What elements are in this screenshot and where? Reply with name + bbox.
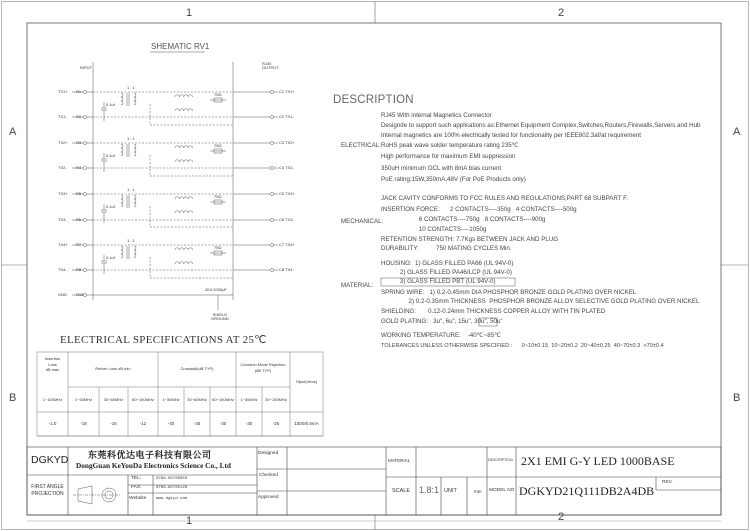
coil-winding	[121, 246, 123, 258]
spec-subheader: 30~60MHz	[187, 397, 207, 402]
row-label-left-a: A	[9, 126, 17, 138]
spec-subheader: 1~30MHz	[162, 397, 180, 402]
left-pin-number: R3	[76, 140, 82, 145]
left-pin-label: TX3+	[58, 191, 68, 196]
input-label: INPUT	[80, 65, 92, 70]
left-pin-number: R8	[76, 267, 82, 272]
left-pin-number: R10	[76, 292, 84, 297]
coil-winding	[134, 195, 136, 207]
spec-subheader: 1~30MHz	[74, 397, 93, 402]
coil-winding	[134, 144, 136, 156]
spec-value: -30	[245, 421, 253, 426]
specs-title: ELECTRICAL SPECIFICATIONS AT 25℃	[60, 334, 267, 346]
right-pin-label: C2 TX1-	[279, 114, 294, 119]
website-value: www.dgkyd.com	[156, 497, 188, 501]
tel-value: 0769-85705650	[156, 477, 188, 481]
right-pin-label: C4 TX2-	[279, 165, 294, 170]
col-label-top-1: 1	[186, 7, 193, 19]
right-pin-label: C8 TX4-	[279, 267, 294, 272]
right-pin-label: C1 TX1+	[279, 89, 295, 94]
scale-value: 1.8:1	[419, 485, 440, 495]
designed-label: Designed	[258, 451, 279, 456]
left-pin-label: TX1+	[58, 89, 68, 94]
spec-header-crosstalk: Crosstalk(dB TYP)	[180, 366, 214, 371]
left-pin-label: TX2+	[58, 140, 68, 145]
spec-value: -12	[139, 421, 147, 426]
fax-label: FAX:	[131, 485, 142, 490]
coil-winding	[134, 246, 136, 258]
transformer-coils	[101, 93, 233, 278]
desc-line-1: RJ45 With internal Magnetics Connector	[381, 112, 492, 119]
spec-header-insertion: Insertion Loss dB max	[44, 356, 61, 373]
working-temp: WORKING TEMPERATURE: -40℃~85℃	[381, 332, 502, 339]
spec-value: -35	[193, 421, 201, 426]
right-pin-label: C3 TX2+	[279, 140, 295, 145]
res-label: 75Ω	[214, 143, 222, 148]
coil-winding	[175, 95, 193, 97]
electrical-line-2: High performance for maximum EMI suppression	[381, 153, 516, 160]
spec-header-return: Return Loss dB min	[95, 366, 131, 371]
coil-winding	[175, 160, 193, 162]
description-value: 2X1 EMI G-Y LED 1000BASE	[521, 454, 675, 468]
coil-winding	[175, 146, 193, 148]
scale-label: SCALE	[392, 488, 411, 494]
company-name-cn: 东莞科优达电子科技有限公司	[88, 450, 212, 460]
material-field-label: MATERIAL	[388, 458, 411, 463]
electrical-line-1: RoHS peak wave solder temperature rating 235℃	[381, 142, 519, 149]
coil-winding	[121, 93, 123, 105]
left-pin-label: TX4-	[58, 267, 67, 272]
mechanical-label: MECHANICAL:	[341, 218, 384, 225]
turns-ratio: 1 : 1	[127, 238, 135, 243]
mech-line-3: 6 CONTACTS----750g 8 CONTACTS----900g	[381, 216, 546, 223]
mat-line-2: 2) GLASS FILLED PA46/LCP (UL 94V-0)	[381, 269, 512, 276]
mech-line-4: 10 CONTACTS----1050g	[381, 226, 487, 233]
electrical-line-4: PoE rating:15W,350mA,48V (For PoE Products only)	[381, 176, 526, 183]
desc-line-3: Internal magnetics are 100% electrically tested for functionality per IEEE802.3af/at requirement	[381, 132, 642, 139]
spec-subheader: 30~60MHz	[103, 397, 124, 402]
mech-line-1: JACK CAVITY CONFORMS TO FCC RULES AND REGULATIONS,PART 68 SUBPART F.	[381, 195, 628, 202]
coil-winding	[175, 248, 193, 250]
shield-ground-label: SHIELD GROUND	[211, 312, 229, 321]
projection-symbol	[73, 486, 121, 504]
row-label-right-b: B	[733, 392, 741, 404]
spec-value: -1.0	[48, 421, 57, 426]
description-field-label: DESCRIPTION	[488, 458, 513, 462]
spec-subheader: 1~30MHz	[240, 397, 258, 402]
res-label: 75Ω	[214, 245, 222, 250]
left-pin-label: TX1-	[58, 114, 67, 119]
cap-label: 0.1uf	[106, 204, 115, 209]
mech-line-6: DURABILITY: 750 MATING CYCLES Min.	[381, 245, 512, 252]
mat-line-3: 3) GLASS FILLED PBT (UL 94V-0)	[381, 278, 496, 285]
cap-label: 0.1uf	[106, 255, 115, 260]
left-pin-label: TX4+	[58, 242, 68, 247]
spec-subheader: 60~100MHz	[132, 397, 154, 402]
schematic-lines	[72, 52, 278, 310]
model-value: DGKYD21Q111DB2A4DB	[519, 484, 655, 498]
coil-winding	[121, 195, 123, 207]
right-pin-label: C6 TX3-	[279, 217, 294, 222]
cap-label: 0.1uf	[106, 102, 115, 107]
coil-winding	[121, 144, 123, 156]
electrical-label: ELECTRICAL:	[341, 142, 381, 149]
coil-winding	[134, 93, 136, 105]
spec-value: 1500/0.5mA	[294, 421, 319, 426]
first-angle-projection: FIRST ANGLE PROJECTION	[31, 484, 64, 497]
schematic-title: SHEMATIC RV1	[151, 42, 210, 51]
left-pin-number: R2	[76, 114, 82, 119]
left-pin-number: R1	[76, 89, 82, 94]
mech-line-2: INSERTION FORCE: 2 CONTACTS----350g 4 CONTACTS----500g	[381, 206, 577, 213]
spec-header-hipot: Hipot(Vrms)	[295, 379, 318, 384]
approved-label: Approved	[258, 495, 279, 500]
spec-value: -25	[272, 421, 280, 426]
mat-line-7: GOLD PLATING: 3u", 6u", 15u", 30u", 50u"	[381, 318, 503, 325]
hv-cap-label: 2KV,1000pF	[205, 287, 227, 292]
website-label: Website	[129, 496, 147, 501]
tolerances: TOLERANCES UNLESS OTHERWISE SPECIFIED : 0~10±0.15 10~20±0.2 20~40±0.25 40~70±0.3 >70±0.4	[381, 343, 664, 349]
spec-subheader: 1~100MHz	[42, 397, 63, 402]
company-name-en: DongGuan KeYouDa Electronics Science Co., Ltd	[76, 461, 231, 470]
tel-label: TEL:	[131, 476, 142, 481]
spec-header-cmr: Common Mode Rejection (dB TYP)	[240, 362, 286, 373]
logo: DGKYD	[31, 454, 69, 466]
left-pin-number: R4	[76, 165, 82, 170]
description-title: DESCRIPTION	[333, 94, 414, 106]
left-pin-label: GND	[58, 292, 67, 297]
unit-value: mm	[474, 489, 482, 494]
unit-label: UNIT	[444, 488, 457, 494]
rev-label: REV.	[662, 480, 673, 485]
spec-subheader: 30~100MHz	[265, 397, 287, 402]
coil-winding	[175, 262, 193, 264]
checked-label: Checked	[259, 473, 278, 478]
spec-value: -18	[80, 421, 87, 426]
turns-ratio: 1 : 1	[127, 85, 135, 90]
row-label-left-b: B	[9, 392, 17, 404]
coil-winding	[175, 109, 193, 111]
coil-winding	[175, 197, 193, 199]
turns-ratio: 1 : 1	[127, 136, 135, 141]
col-label-bottom-1: 1	[186, 515, 193, 527]
spec-value: -16	[110, 421, 117, 426]
left-pin-number: R5	[76, 191, 82, 196]
turns-ratio: 1 : 1	[127, 187, 135, 192]
mat-line-1: HOUSING: 1) GLASS FILLED PA66 (UL 94V-0)	[381, 260, 514, 267]
spec-subheader: 60~100MHz	[212, 397, 234, 402]
col-label-top-2: 2	[558, 7, 565, 19]
mat-line-5: 2) 0.2-0.35mm THICKNESS PHOSPHOR BRONZE ALLOY SELECTIVE GOLD PLATING OVER NICKEL	[381, 298, 700, 305]
right-pin-label: C5 TX3+	[279, 191, 295, 196]
material-label: MATERIAL:	[341, 282, 374, 289]
row-label-right-a: A	[733, 126, 741, 138]
left-pin-number: R7	[76, 242, 82, 247]
left-pin-number: R6	[76, 217, 82, 222]
mat-line-4: SPRING WIRE: 1) 0.2-0.45mm DIA PHOSPHOR BRONZE GOLD PLATING OVER NICKEL	[381, 289, 637, 296]
spec-value: -40	[167, 421, 175, 426]
col-label-bottom-2: 2	[558, 511, 565, 523]
electrical-line-3: 350uH minimum OCL with 8mA bias current	[381, 165, 502, 172]
output-label: RJ45 OUTPUT	[262, 61, 279, 70]
res-label: 75Ω	[214, 92, 222, 97]
fax-value: 0769-85765128	[156, 486, 188, 490]
desc-line-2: Designde to support such applications as:Ethernet Equipment Complex,Switches,Routers,Firewalls,Servers and Hub	[381, 122, 701, 129]
cap-label: 0.1uf	[106, 153, 115, 158]
coil-winding	[175, 211, 193, 213]
mech-line-5: RETENTION STRENGTH: 7.7Kgs BETWEEN JACK AND PLUG	[381, 236, 559, 243]
spec-value: -30	[219, 421, 227, 426]
model-label: MODEL NO	[489, 488, 515, 493]
res-label: 75Ω	[214, 194, 222, 199]
left-pin-label: TX2-	[58, 165, 67, 170]
left-pin-label: TX3-	[58, 217, 67, 222]
mat-line-6: SHIELDING: 0.12-0.24mm THICKNESS COPPER ALLOY WITH TIN PLATED	[381, 308, 606, 315]
right-pin-label: C7 TX4+	[279, 242, 295, 247]
